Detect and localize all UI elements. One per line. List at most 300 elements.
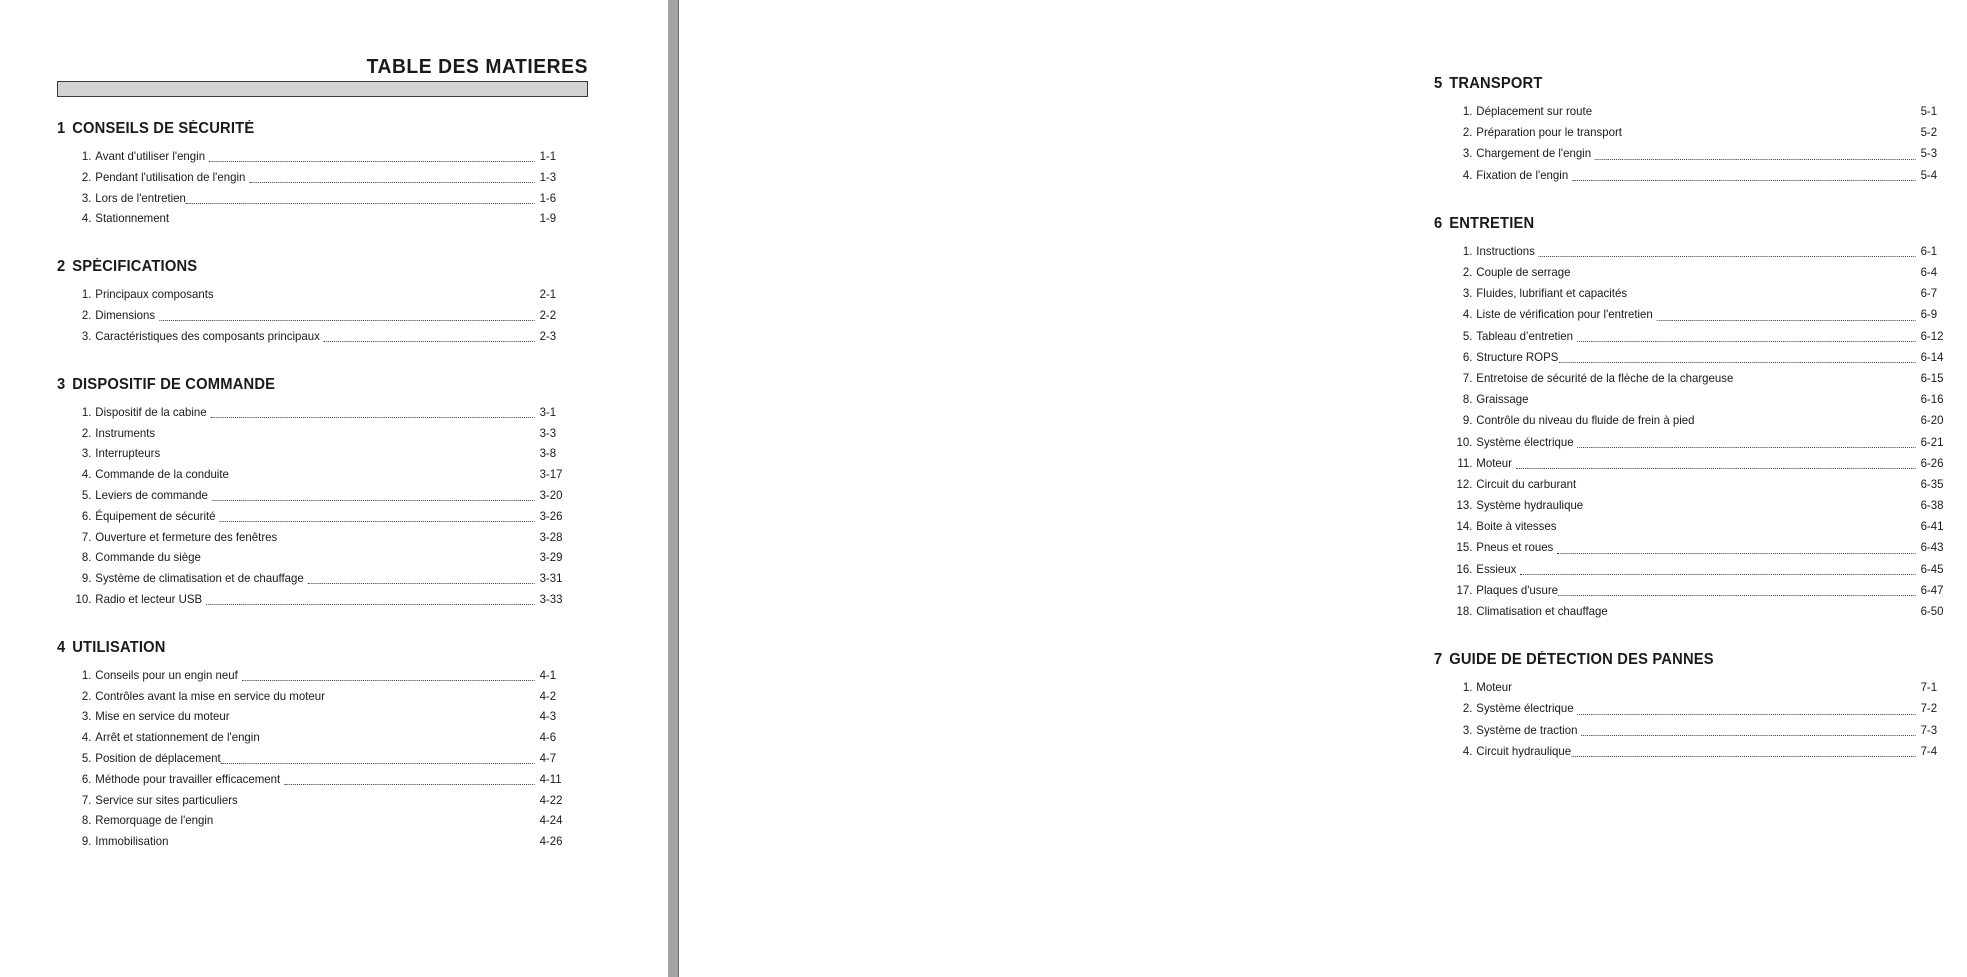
toc-entry[interactable] [73,425,573,449]
toc-entry-number: 11. [1457,455,1473,470]
toc-entry-number: 6. [81,508,92,523]
toc-entry-page-number: 6-38 [1920,498,1944,513]
toc-entry[interactable] [1454,106,1952,127]
toc-entry[interactable] [73,469,573,490]
toc-leader-dots [1516,468,1916,469]
toc-entry[interactable] [73,404,573,428]
toc-entry[interactable] [1454,434,1952,458]
toc-entry-page-number: 6-7 [1920,286,1938,301]
toc-entry-label: Système de traction [1476,722,1578,737]
toc-entry[interactable] [1454,743,1952,767]
toc-entry-label: Commande de la conduite [95,467,229,482]
section-number: 4 [57,638,66,656]
toc-leader-dots [217,825,535,826]
section-heading [1434,75,1940,92]
toc-leader-dots [308,583,535,584]
toc-entry-label: Système de climatisation et de chauffage [95,571,304,586]
toc-entry-label: Fluides, lubrifiant et capacités [1476,286,1628,301]
toc-entry-label: Principaux composants [95,287,214,302]
toc-entry-page-number: 7-3 [1920,722,1938,737]
toc-entry-label: Système électrique [1476,434,1574,449]
toc-entry-number: 4. [81,467,92,482]
toc-entry-label: Commande du siège [95,550,201,565]
toc-leader-dots [1571,756,1916,757]
toc-entry[interactable] [73,328,573,352]
toc-entry-number: 15. [1456,540,1473,555]
toc-leader-dots [1587,510,1916,511]
toc-leader-dots [1578,714,1916,715]
toc-entry-label: Déplacement sur route [1476,104,1593,119]
toc-entry-label: Boite à vitesses [1476,519,1557,534]
toc-entry-page-number: 4-26 [539,834,563,849]
toc-leader-dots [242,804,535,805]
toc-leader-dots [211,417,535,418]
toc-entry-page-number: 3-1 [539,404,557,419]
toc-leader-dots [1578,447,1916,448]
toc-entry-label: Préparation pour le transport [1476,125,1622,140]
toc-leader-dots [1560,531,1915,532]
toc-entry[interactable] [1454,267,1952,288]
toc-entry-page-number: 3-29 [539,550,563,565]
toc-entry-label: Pneus et roues [1476,540,1554,555]
toc-entry-number: 9. [1462,413,1473,428]
toc-leader-dots [1612,616,1916,617]
toc-entry-number: 2. [1462,265,1473,280]
toc-entry-number: 1. [81,287,92,302]
toc-entry-number: 8. [81,550,92,565]
toc-entry-label: Ouverture et fermeture des fenêtres [95,529,278,544]
toc-entry[interactable] [73,289,573,310]
toc-leader-dots [1539,256,1916,257]
page-right [679,0,1944,977]
toc-entry-number: 7. [1462,370,1473,385]
toc-entry[interactable] [73,711,573,732]
toc-leader-dots [212,500,535,501]
toc-entry[interactable] [1454,521,1952,542]
toc-entry-number: 5. [1462,328,1473,343]
toc-entry-number: 6. [1462,349,1473,364]
section-entry-list [57,289,588,351]
toc-entry[interactable] [1454,127,1952,148]
toc-entry-label: Leviers de commande [95,487,208,502]
toc-entry-page-number: 2-2 [539,308,557,323]
toc-column-left [57,120,588,857]
toc-entry-page-number: 6-35 [1920,476,1944,491]
toc-leader-dots [277,541,535,542]
toc-section [57,258,588,351]
title-rule-bar [57,81,588,97]
toc-entry-label: Plaques d'usure [1476,582,1559,597]
toc-leader-dots [1695,425,1916,426]
toc-entry-page-number: 4-7 [539,750,557,765]
toc-entry[interactable] [1454,476,1952,500]
toc-entry-number: 5. [81,750,92,765]
toc-entry-page-number: 7-1 [1920,680,1938,695]
toc-section [57,639,588,857]
section-number: 7 [1434,651,1443,669]
toc-entry-label: Équipement de sécurité [95,508,216,523]
section-heading [57,258,561,275]
toc-entry-number: 2. [1462,701,1473,716]
toc-entry-label: Radio et lecteur USB [95,591,203,606]
toc-entry-page-number: 6-20 [1920,413,1944,428]
section-heading [1434,215,1940,232]
toc-entry-label: Arrêt et stationnement de l'engin [95,730,260,745]
section-number: 2 [57,258,66,276]
toc-entry-page-number: 3-3 [539,425,557,440]
toc-entry-label: Structure ROPS [1476,349,1559,364]
toc-entry-label: Circuit hydraulique [1476,743,1572,758]
toc-entry-number: 4. [1462,307,1473,322]
toc-entry-number: 1. [81,149,92,164]
toc-entry-number: 3. [81,328,92,343]
section-entry-list [1434,106,1967,191]
toc-entry-number: 1. [1462,243,1473,258]
toc-entry-number: 9. [81,834,92,849]
toc-leader-dots [1737,383,1916,384]
toc-leader-dots [1657,320,1916,321]
toc-entry-number: 3. [81,446,92,461]
toc-entry[interactable] [1454,394,1952,415]
toc-entry-label: Position de déplacement [95,750,221,765]
toc-entry-number: 16. [1456,561,1473,576]
toc-entry-number: 3. [81,709,92,724]
toc-entry-page-number: 6-12 [1920,328,1944,343]
toc-entry[interactable] [1454,542,1952,563]
toc-section [57,120,588,234]
toc-entry[interactable] [73,792,573,816]
toc-leader-dots [205,562,535,563]
toc-entry[interactable] [1454,682,1952,703]
toc-entry[interactable] [73,448,573,469]
toc-entry[interactable] [73,552,573,573]
toc-leader-dots [1596,116,1916,117]
section-number: 1 [57,120,66,137]
toc-entry-number: 2. [81,308,92,323]
toc-entry-label: Essieux [1476,561,1517,576]
toc-entry[interactable] [73,213,573,234]
toc-entry-label: Moteur [1476,680,1512,695]
toc-entry-label: Chargement de l'engin [1476,146,1592,161]
toc-leader-dots [1581,735,1915,736]
toc-entry[interactable] [73,151,573,172]
toc-entry-page-number: 3-31 [539,571,563,586]
toc-entry-label: Interrupteurs [95,446,161,461]
toc-entry-number: 10. [75,591,92,606]
toc-leader-dots [1558,595,1916,596]
section-title: ENTRETIEN [1449,214,1535,232]
toc-entry-page-number: 3-8 [539,446,557,461]
section-title: SPÉCIFICATIONS [72,258,198,276]
toc-entry-label: Instruments [95,425,156,440]
toc-entry-number: 4. [1462,743,1473,758]
toc-entry-page-number: 4-24 [539,813,563,828]
toc-entry-page-number: 5-3 [1920,146,1938,161]
toc-leader-dots [164,458,535,459]
toc-entry-page-number: 3-26 [539,508,563,523]
toc-entry-label: Climatisation et chauffage [1476,604,1608,619]
toc-entry-page-number: 4-1 [539,667,557,682]
toc-section [1434,215,1967,627]
toc-entry[interactable] [73,310,573,331]
toc-entry-page-number: 5-4 [1920,167,1938,182]
toc-leader-dots [173,223,535,224]
toc-entry-number: 8. [81,813,92,828]
toc-entry-label: Circuit du carburant [1476,476,1577,491]
toc-entry-label: Remorquage de l'engin [95,813,214,828]
toc-leader-dots [1595,159,1916,160]
toc-entry-page-number: 4-2 [539,688,557,703]
section-entry-list [57,151,588,234]
toc-leader-dots [209,161,535,162]
toc-entry-label: Lors de l'entretien [95,190,186,205]
toc-leader-dots [159,437,535,438]
toc-entry-page-number: 5-1 [1920,104,1938,119]
toc-entry-page-number: 6-16 [1920,392,1944,407]
toc-entry-page-number: 6-14 [1920,349,1944,364]
toc-entry-number: 12. [1456,476,1473,491]
toc-entry-label: Service sur sites particuliers [95,792,238,807]
section-title: TRANSPORT [1449,75,1543,92]
toc-entry-page-number: 4-6 [539,730,557,745]
toc-entry-number: 3. [1462,722,1473,737]
toc-entry[interactable] [73,836,573,857]
toc-entry-page-number: 6-15 [1920,370,1944,385]
toc-entry-number: 3. [1462,146,1473,161]
toc-entry[interactable] [1454,455,1952,479]
toc-leader-dots [1572,180,1916,181]
toc-leader-dots [233,721,534,722]
toc-entry-number: 4. [1462,167,1473,182]
section-title: DISPOSITIF DE COMMANDE [72,375,276,393]
section-number: 6 [1434,214,1443,232]
toc-leader-dots [214,299,535,300]
toc-entry-number: 10. [1456,434,1473,449]
toc-entry-label: Pendant l'utilisation de l'engin [95,169,246,184]
toc-entry-page-number: 6-41 [1920,519,1944,534]
toc-leader-dots [219,521,534,522]
toc-entry-page-number: 7-2 [1920,701,1938,716]
toc-entry-label: Instructions [1476,243,1535,258]
toc-section [1434,651,1967,767]
toc-leader-dots [206,604,535,605]
toc-entry-page-number: 6-50 [1920,604,1944,619]
toc-entry[interactable] [73,688,573,712]
toc-entry-page-number: 1-6 [539,190,557,205]
toc-leader-dots [1532,404,1915,405]
toc-entry-number: 4. [81,211,92,226]
page-gutter-divider [668,0,679,977]
toc-entry-page-number: 3-28 [539,529,563,544]
toc-entry[interactable] [73,529,573,553]
section-entry-list [57,667,588,857]
toc-leader-dots [264,742,535,743]
page-left [0,0,668,977]
toc-entry-number: 2. [81,425,92,440]
toc-leader-dots [1557,553,1916,554]
toc-entry[interactable] [1454,722,1952,746]
section-heading [57,376,561,393]
toc-entry-page-number: 5-2 [1920,125,1938,140]
toc-entry-number: 9. [81,571,92,586]
toc-entry-label: Avant d'utiliser l'engin [95,149,206,164]
toc-leader-dots [1580,489,1916,490]
toc-entry-number: 8. [1462,392,1473,407]
toc-entry-number: 3. [1462,286,1473,301]
toc-leader-dots [1558,362,1915,363]
toc-leader-dots [1574,277,1915,278]
toc-entry[interactable] [73,508,573,532]
section-title: UTILISATION [72,638,166,656]
section-heading [1434,651,1940,668]
toc-entry-number: 3. [81,190,92,205]
toc-leader-dots [249,182,534,183]
toc-leader-dots [324,341,535,342]
toc-entry[interactable] [1454,582,1952,606]
toc-entry-page-number: 7-4 [1920,743,1938,758]
toc-entry-number: 1. [1462,104,1473,119]
toc-entry[interactable] [73,732,573,753]
toc-entry-number: 4. [81,730,92,745]
toc-entry-number: 7. [81,529,92,544]
toc-entry-page-number: 6-43 [1920,540,1944,555]
toc-entry[interactable] [1454,349,1952,373]
toc-entry-label: Couple de serrage [1476,265,1571,280]
section-heading [57,120,561,137]
page-title: TABLE DES MATIERES [366,55,588,78]
toc-entry-page-number: 1-9 [539,211,557,226]
toc-entry-label: Contrôle du niveau du fluide de frein à pied [1476,413,1695,428]
section-number: 3 [57,375,66,393]
toc-entry-label: Tableau d’entretien [1476,328,1574,343]
toc-entry[interactable] [73,591,573,615]
toc-leader-dots [1626,137,1916,138]
toc-entry-number: 13. [1456,498,1473,513]
toc-leader-dots [221,763,535,764]
toc-entry-page-number: 6-9 [1920,307,1938,322]
toc-entry[interactable] [73,573,573,594]
toc-entry[interactable] [1454,309,1952,330]
toc-entry[interactable] [1454,370,1952,394]
toc-entry[interactable] [73,815,573,836]
toc-entry[interactable] [73,487,573,511]
toc-entry-page-number: 2-1 [539,287,557,302]
toc-entry-number: 6. [81,771,92,786]
toc-entry[interactable] [1454,328,1952,352]
toc-entry[interactable] [1454,243,1952,267]
toc-entry-label: Entretoise de sécurité de la flèche de la chargeuse [1476,370,1734,385]
toc-entry-label: Contrôles avant la mise en service du moteur [95,688,325,703]
toc-leader-dots [1577,341,1916,342]
toc-entry-label: Méthode pour travailler efficacement [95,771,281,786]
toc-entry-page-number: 6-45 [1920,561,1944,576]
toc-entry[interactable] [1454,500,1952,521]
toc-entry-label: Dimensions [95,308,156,323]
toc-entry-label: Système électrique [1476,701,1574,716]
section-title: GUIDE DE DÉTECTION DES PANNES [1449,651,1714,669]
toc-entry-label: Conseils pour un engin neuf [95,667,238,682]
toc-entry[interactable] [73,190,573,214]
toc-leader-dots [159,320,535,321]
toc-entry[interactable] [1454,167,1952,191]
toc-entry[interactable] [1454,415,1952,436]
toc-entry-page-number: 1-3 [539,169,557,184]
section-title: CONSEILS DE SÉCURITÉ [72,120,255,137]
toc-entry-page-number: 6-21 [1920,434,1944,449]
toc-entry-number: 17. [1456,582,1473,597]
toc-entry[interactable] [1454,148,1952,169]
toc-entry[interactable] [1454,606,1952,627]
toc-entry[interactable] [73,771,573,795]
toc-entry-page-number: 2-3 [539,328,557,343]
toc-entry-label: Graissage [1476,392,1529,407]
toc-entry-label: Moteur [1476,455,1512,470]
toc-entry-page-number: 6-4 [1920,265,1938,280]
section-entry-list [1434,682,1967,767]
toc-entry-number: 1. [81,667,92,682]
toc-entry-number: 14. [1456,519,1473,534]
toc-leader-dots [284,784,535,785]
toc-entry[interactable] [1454,561,1952,585]
toc-entry-label: Mise en service du moteur [95,709,230,724]
toc-leader-dots [172,846,534,847]
toc-entry-label: Liste de vérification pour l'entretien [1476,307,1653,322]
section-entry-list [1434,243,1967,627]
toc-entry-number: 2. [81,688,92,703]
section-number: 5 [1434,75,1443,92]
toc-entry-page-number: 3-33 [539,591,563,606]
toc-section [1434,75,1967,191]
toc-entry-page-number: 4-3 [539,709,557,724]
toc-entry-label: Stationnement [95,211,170,226]
toc-entry[interactable] [73,169,573,193]
toc-entry-page-number: 3-17 [539,467,563,482]
toc-entry[interactable] [73,750,573,774]
toc-entry-number: 7. [81,792,92,807]
toc-entry-label: Fixation de l'engin [1476,167,1569,182]
toc-entry-number: 18. [1456,604,1473,619]
toc-entry-label: Dispositif de la cabine [95,404,207,419]
toc-entry-page-number: 6-47 [1920,582,1944,597]
toc-leader-dots [329,700,535,701]
toc-leader-dots [242,680,535,681]
toc-entry-number: 1. [1462,680,1473,695]
toc-entry-page-number: 6-26 [1920,455,1944,470]
toc-entry-label: Caractéristiques des composants principaux [95,328,320,343]
toc-entry-page-number: 6-1 [1920,243,1938,258]
toc-entry[interactable] [1454,703,1952,724]
toc-entry-number: 5. [81,487,92,502]
toc-entry-page-number: 3-20 [539,487,563,502]
toc-entry-number: 1. [81,404,92,419]
toc-section [57,376,588,615]
toc-column-right [1434,75,1967,767]
toc-entry-page-number: 4-11 [539,771,562,786]
toc-entry-page-number: 4-22 [539,792,563,807]
toc-entry[interactable] [73,667,573,691]
section-entry-list [57,404,588,615]
toc-entry-number: 2. [1462,125,1473,140]
toc-entry-number: 2. [81,169,92,184]
toc-entry-label: Système hydraulique [1476,498,1584,513]
toc-entry-page-number: 1-1 [539,149,557,164]
toc-leader-dots [233,479,535,480]
toc-leader-dots [186,203,535,204]
section-heading [57,639,561,656]
toc-entry-label: Immobilisation [95,834,169,849]
toc-entry[interactable] [1454,288,1952,309]
toc-leader-dots [1631,298,1916,299]
